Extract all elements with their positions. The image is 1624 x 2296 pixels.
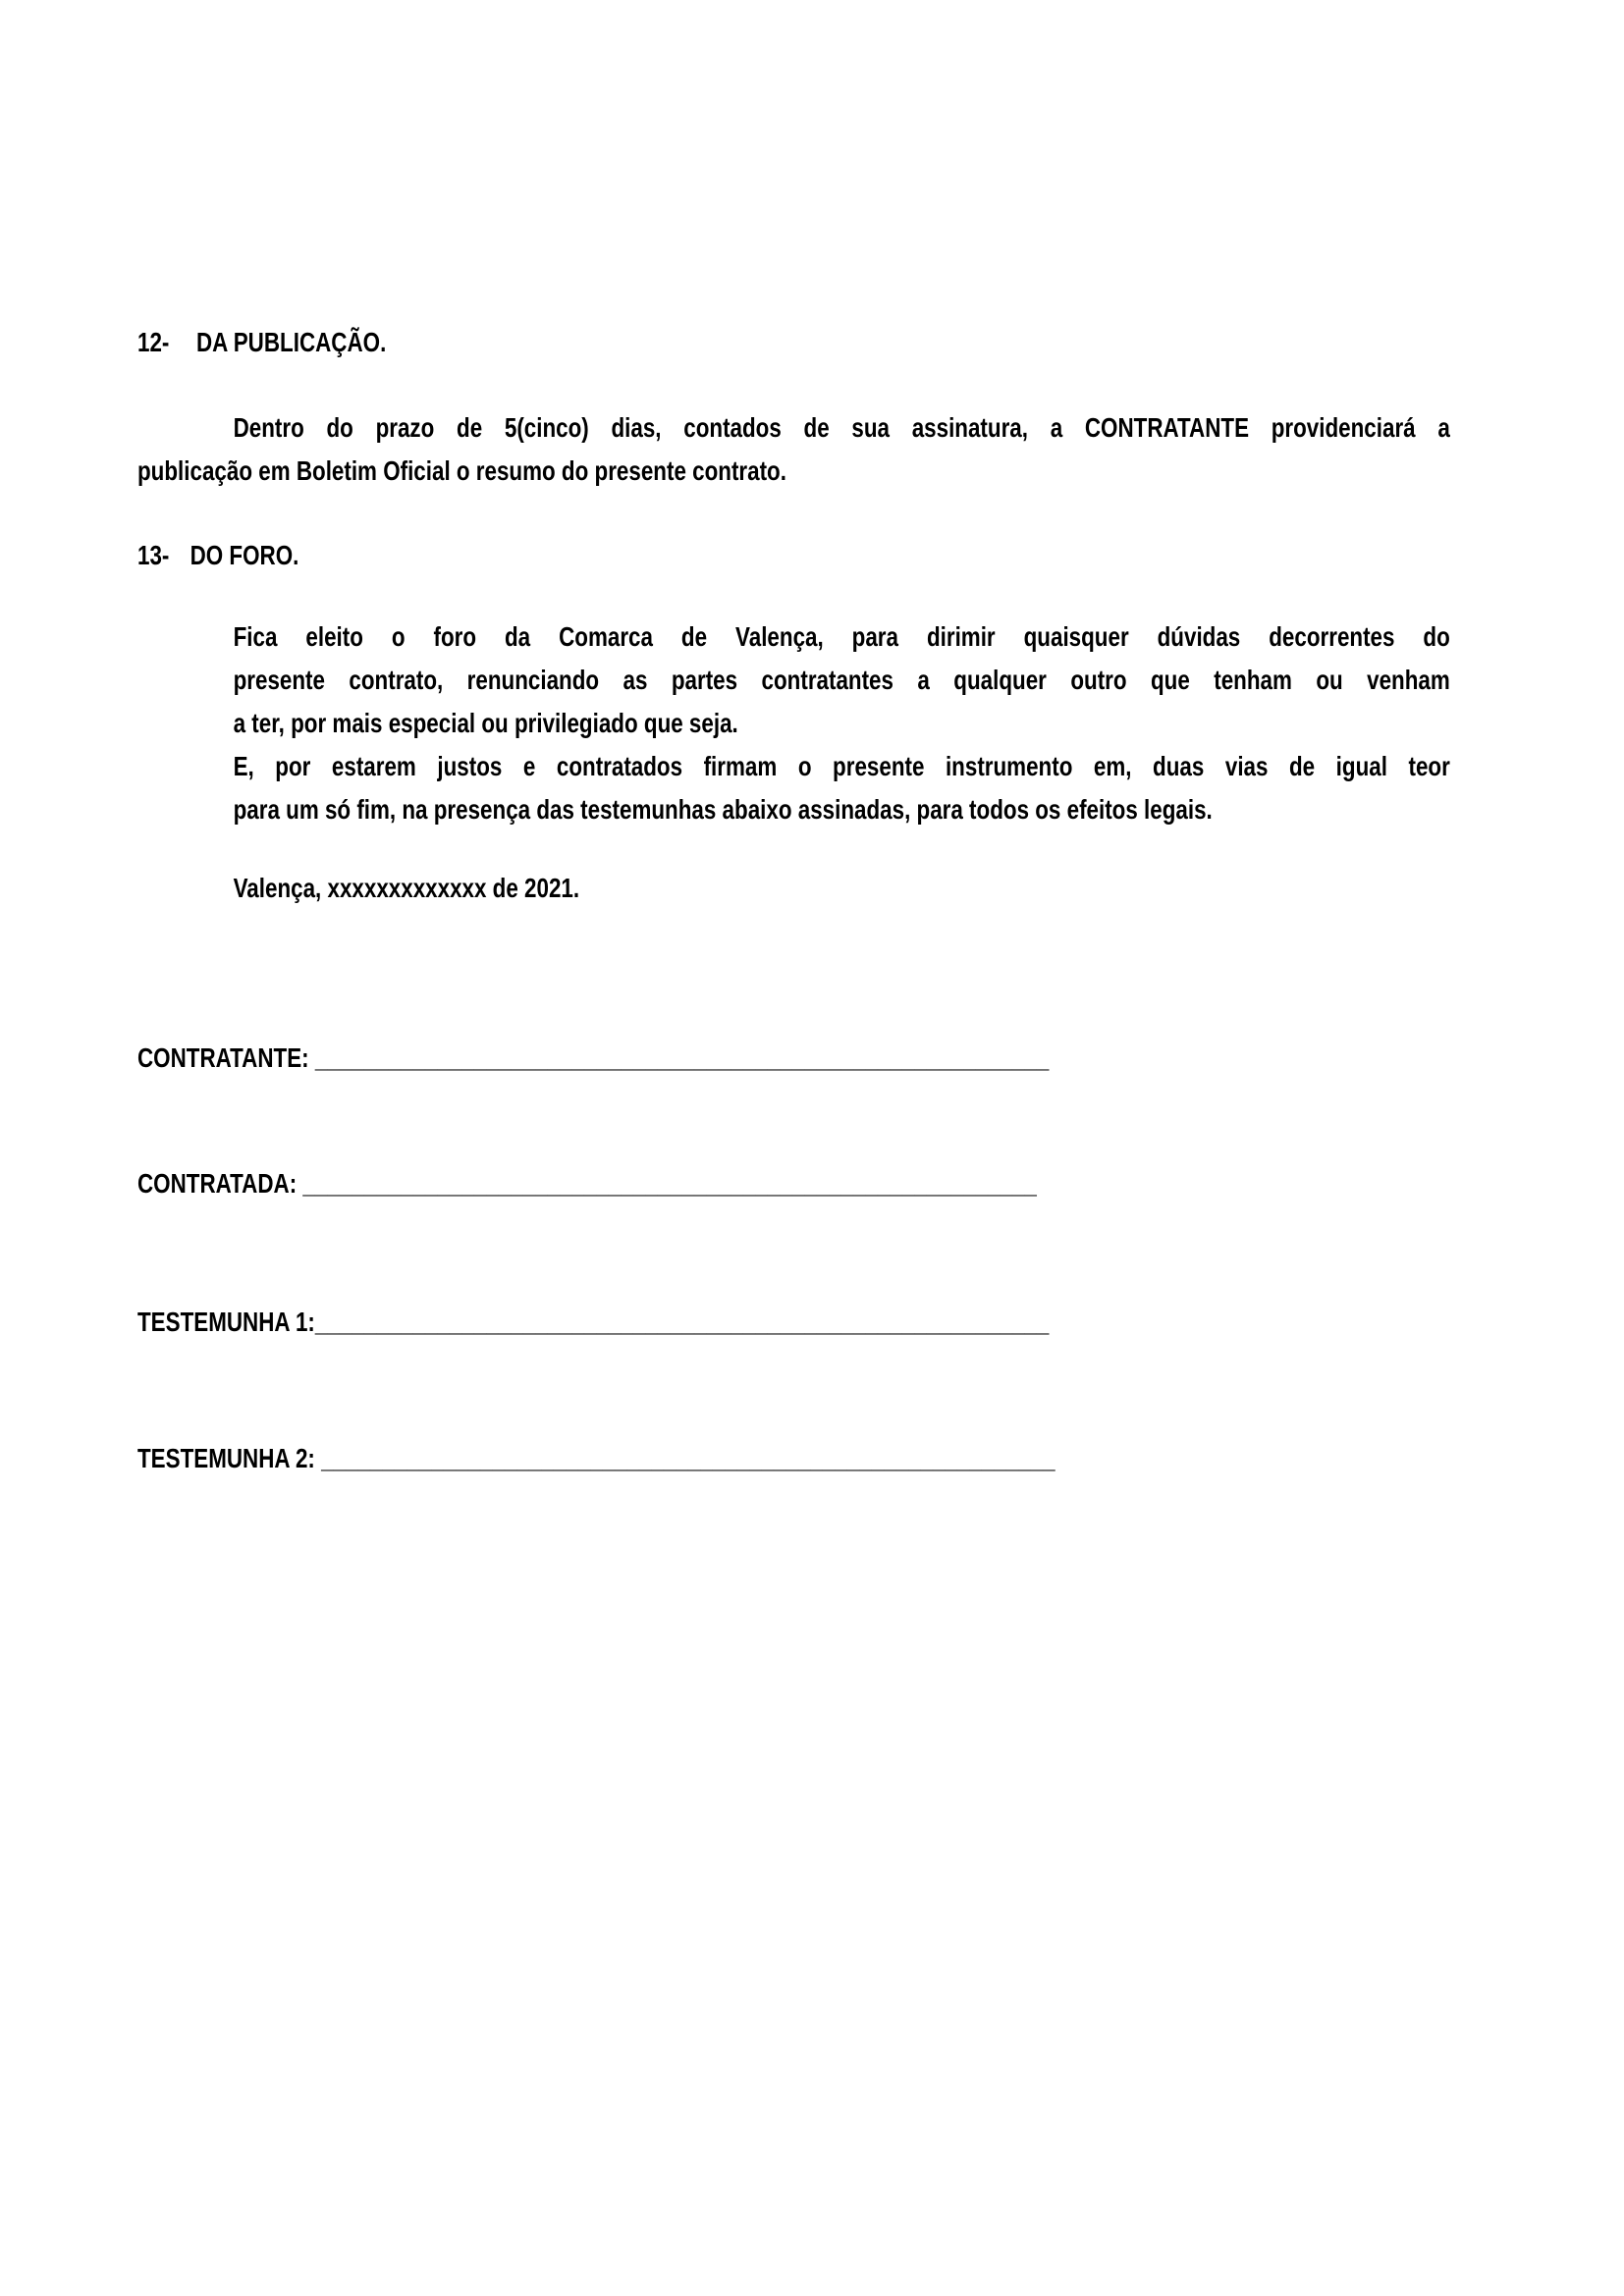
section-title: DO FORO. bbox=[189, 540, 299, 570]
signature-row-contratada bbox=[137, 1162, 1037, 1205]
signature-blank-line: ____________________________________________________________ bbox=[321, 1443, 1056, 1473]
signature-label: TESTEMUNHA 2: bbox=[137, 1443, 322, 1473]
date-line: Valença, xxxxxxxxxxxxx de 2021. bbox=[233, 873, 580, 903]
section-heading-12 bbox=[137, 321, 386, 364]
signature-row-testemunha-2 bbox=[137, 1437, 1056, 1480]
paragraph-line: publicação em Boletim Oficial o resumo do presente contrato. bbox=[137, 455, 786, 486]
paragraph-line: Fica eleito o foro da Comarca de Valença, para dirimir quaisquer dúvidas decorrentes do bbox=[233, 621, 1450, 652]
section-title: DA PUBLICAÇÃO. bbox=[196, 327, 387, 357]
signature-blank-line: ____________________________________________________________ bbox=[314, 1042, 1050, 1073]
paragraph-line: E, por estarem justos e contratados firmam o presente instrumento em, duas vias de igual teor bbox=[233, 751, 1450, 781]
paragraph-line: presente contrato, renunciando as partes contratantes a qualquer outro que tenham ou venham bbox=[233, 665, 1450, 695]
section-heading-13 bbox=[137, 534, 298, 577]
paragraph-line: para um só fim, na presença das testemunhas abaixo assinadas, para todos os efeitos legais. bbox=[233, 794, 1213, 825]
signature-label: CONTRATANTE: bbox=[137, 1042, 315, 1073]
section-12-paragraph bbox=[137, 406, 1450, 493]
signature-label: TESTEMUNHA 1: bbox=[137, 1307, 315, 1337]
signature-blank-line: ____________________________________________________________ bbox=[302, 1168, 1037, 1199]
signature-row-testemunha-1 bbox=[137, 1301, 1049, 1344]
section-number: 12- bbox=[137, 327, 170, 357]
section-13-paragraph bbox=[234, 615, 1450, 831]
signature-row-contratante bbox=[137, 1037, 1049, 1080]
signature-label: CONTRATADA: bbox=[137, 1168, 303, 1199]
section-number: 13- bbox=[137, 540, 170, 570]
paragraph-line: Dentro do prazo de 5(cinco) dias, contados de sua assinatura, a CONTRATANTE providenciará a bbox=[233, 412, 1450, 443]
paragraph-line: a ter, por mais especial ou privilegiado que seja. bbox=[233, 708, 738, 738]
signature-blank-line: ____________________________________________________________ bbox=[314, 1307, 1050, 1337]
